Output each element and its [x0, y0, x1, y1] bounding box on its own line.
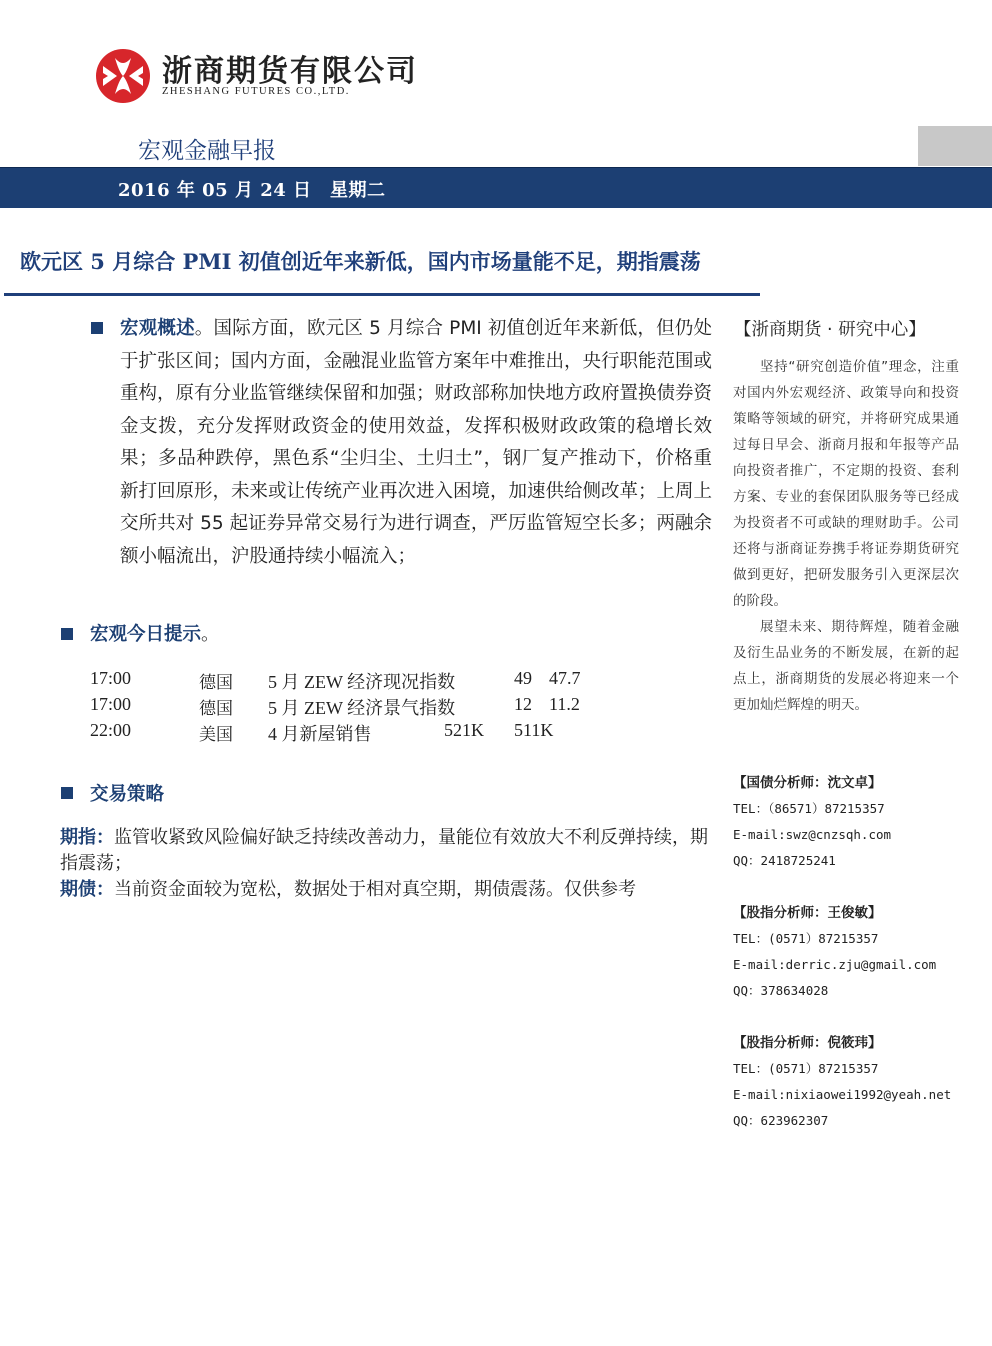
analyst-name: 【股指分析师：王俊敏】: [733, 905, 882, 921]
strategy-title: 交易策略: [90, 784, 165, 805]
overview-text: 。国际方面，欧元区 5 月综合 PMI 初值创近年来新低，但仍处于扩张区间；国内方面，金融混业监管方案年中难推出，央行职能范围或重构，原有分业监管继续保留和加强；财政部称加快地方政府置换债券资金支拨，充分发挥财政资金的使用效益，发挥积极财政政策的稳增长效果；多品种跌停，黑色系“尘归尘、土归土”，钢厂复产推动下，价格重新打回原形，未来或让传统产业再次进入困境，加速供给侧改革；上周上交所共对 55 起证券异常交易行为进行调查，严厉监管短空长多；两融余额小幅流出，沪股通持续小幅流入；: [120, 318, 713, 567]
research-center-intro: [733, 354, 959, 718]
today-title: 宏观今日提示: [90, 624, 202, 645]
strategy-bond: [60, 877, 715, 903]
analyst-qq: QQ：2418725241: [733, 853, 836, 868]
intro-paragraph: 展望未来、期待辉煌，随着金融及衍生品业务的不断发展，在新的起点上，浙商期货的发展必将迎来一个更加灿烂辉煌的明天。: [733, 619, 959, 713]
analyst-qq: QQ：378634028: [733, 983, 829, 998]
analyst-qq: QQ：623962307: [733, 1113, 829, 1128]
calendar-time: 17:00: [90, 694, 132, 714]
today-title-suffix: 。: [201, 624, 220, 645]
header-accent-block: [918, 126, 992, 166]
calendar-previous: 521K: [444, 720, 484, 740]
analyst-email[interactable]: E-mail:swz@cnzsqh.com: [733, 827, 892, 842]
company-name-cn: 浙商期货有限公司: [162, 54, 418, 89]
intro-paragraph: 坚持“研究创造价值”理念，注重对国内外宏观经济、政策导向和投资策略等领域的研究，并将研究成果通过每日早会、浙商月报和年报等产品向投资者推广，不定期的投资、套利方案、专业的套保团队服务等已经成为投资者不可或缺的理财助手。公司还将与浙商证券携手将证券期货研究做到更好，把研发服务引入更深层次的阶段。: [733, 359, 959, 609]
company-logo-icon: [95, 48, 151, 104]
strategy-bond-text: 当前资金面较为宽松，数据处于相对真空期，期债震荡。仅供参考: [114, 879, 636, 900]
calendar-forecast: 47.7: [549, 668, 581, 688]
strategy-index: [60, 825, 715, 877]
bullet-square-icon: [91, 322, 103, 334]
strategy-index-text: 监管收紧致风险偏好缺乏持续改善动力，量能位有效放大不利反弹持续，期指震荡；: [60, 827, 708, 874]
bullet-square-icon: [61, 628, 73, 640]
calendar-event: 5 月 ZEW 经济现况指数: [268, 672, 456, 692]
analyst-card: [733, 1030, 973, 1134]
analyst-tel: TEL：(0571）87215357: [733, 931, 879, 946]
headline: 欧元区 5 月综合 PMI 初值创近年来新低，国内市场量能不足，期指震荡: [20, 249, 701, 274]
analyst-tel: TEL：（86571）87215357: [733, 801, 885, 816]
calendar-row: [90, 720, 650, 746]
analyst-email[interactable]: E-mail:derric.zju@gmail.com: [733, 957, 937, 972]
today-section-title: [90, 620, 220, 646]
overview-paragraph: [120, 313, 712, 573]
calendar-time: 22:00: [90, 720, 132, 740]
calendar-forecast: 511K: [514, 720, 554, 740]
analyst-name: 【国债分析师：沈文卓】: [733, 775, 882, 791]
strategy-bond-label: 期债：: [60, 879, 114, 900]
report-date: 2016 年 05 月 24 日 星期二: [118, 180, 386, 201]
bullet-square-icon: [61, 787, 73, 799]
overview-lead: 宏观概述: [120, 318, 195, 339]
calendar-country: 德国: [199, 699, 233, 719]
calendar-event: 5 月 ZEW 经济景气指数: [268, 698, 456, 718]
calendar-country: 美国: [199, 725, 233, 745]
analyst-email[interactable]: E-mail:nixiaowei1992@yeah.net: [733, 1087, 952, 1102]
calendar-event: 4 月新屋销售: [268, 724, 372, 744]
strategy-index-label: 期指：: [60, 827, 114, 848]
analyst-name: 【股指分析师：倪筱玮】: [733, 1035, 882, 1051]
calendar-country: 德国: [199, 673, 233, 693]
calendar-previous: 12: [514, 694, 532, 714]
calendar-forecast: 11.2: [549, 694, 580, 714]
headline-rule: [4, 293, 760, 296]
calendar-row: [90, 694, 650, 720]
calendar-time: 17:00: [90, 668, 132, 688]
calendar-previous: 49: [514, 668, 532, 688]
company-name-en: ZHESHANG FUTURES CO.,LTD.: [162, 86, 350, 97]
report-type: 宏观金融早报: [138, 138, 276, 164]
analyst-card: [733, 900, 973, 1004]
analyst-tel: TEL：(0571）87215357: [733, 1061, 879, 1076]
analyst-card: [733, 770, 973, 874]
research-center-title: 【浙商期货 · 研究中心】: [734, 320, 926, 340]
calendar-row: [90, 668, 650, 694]
